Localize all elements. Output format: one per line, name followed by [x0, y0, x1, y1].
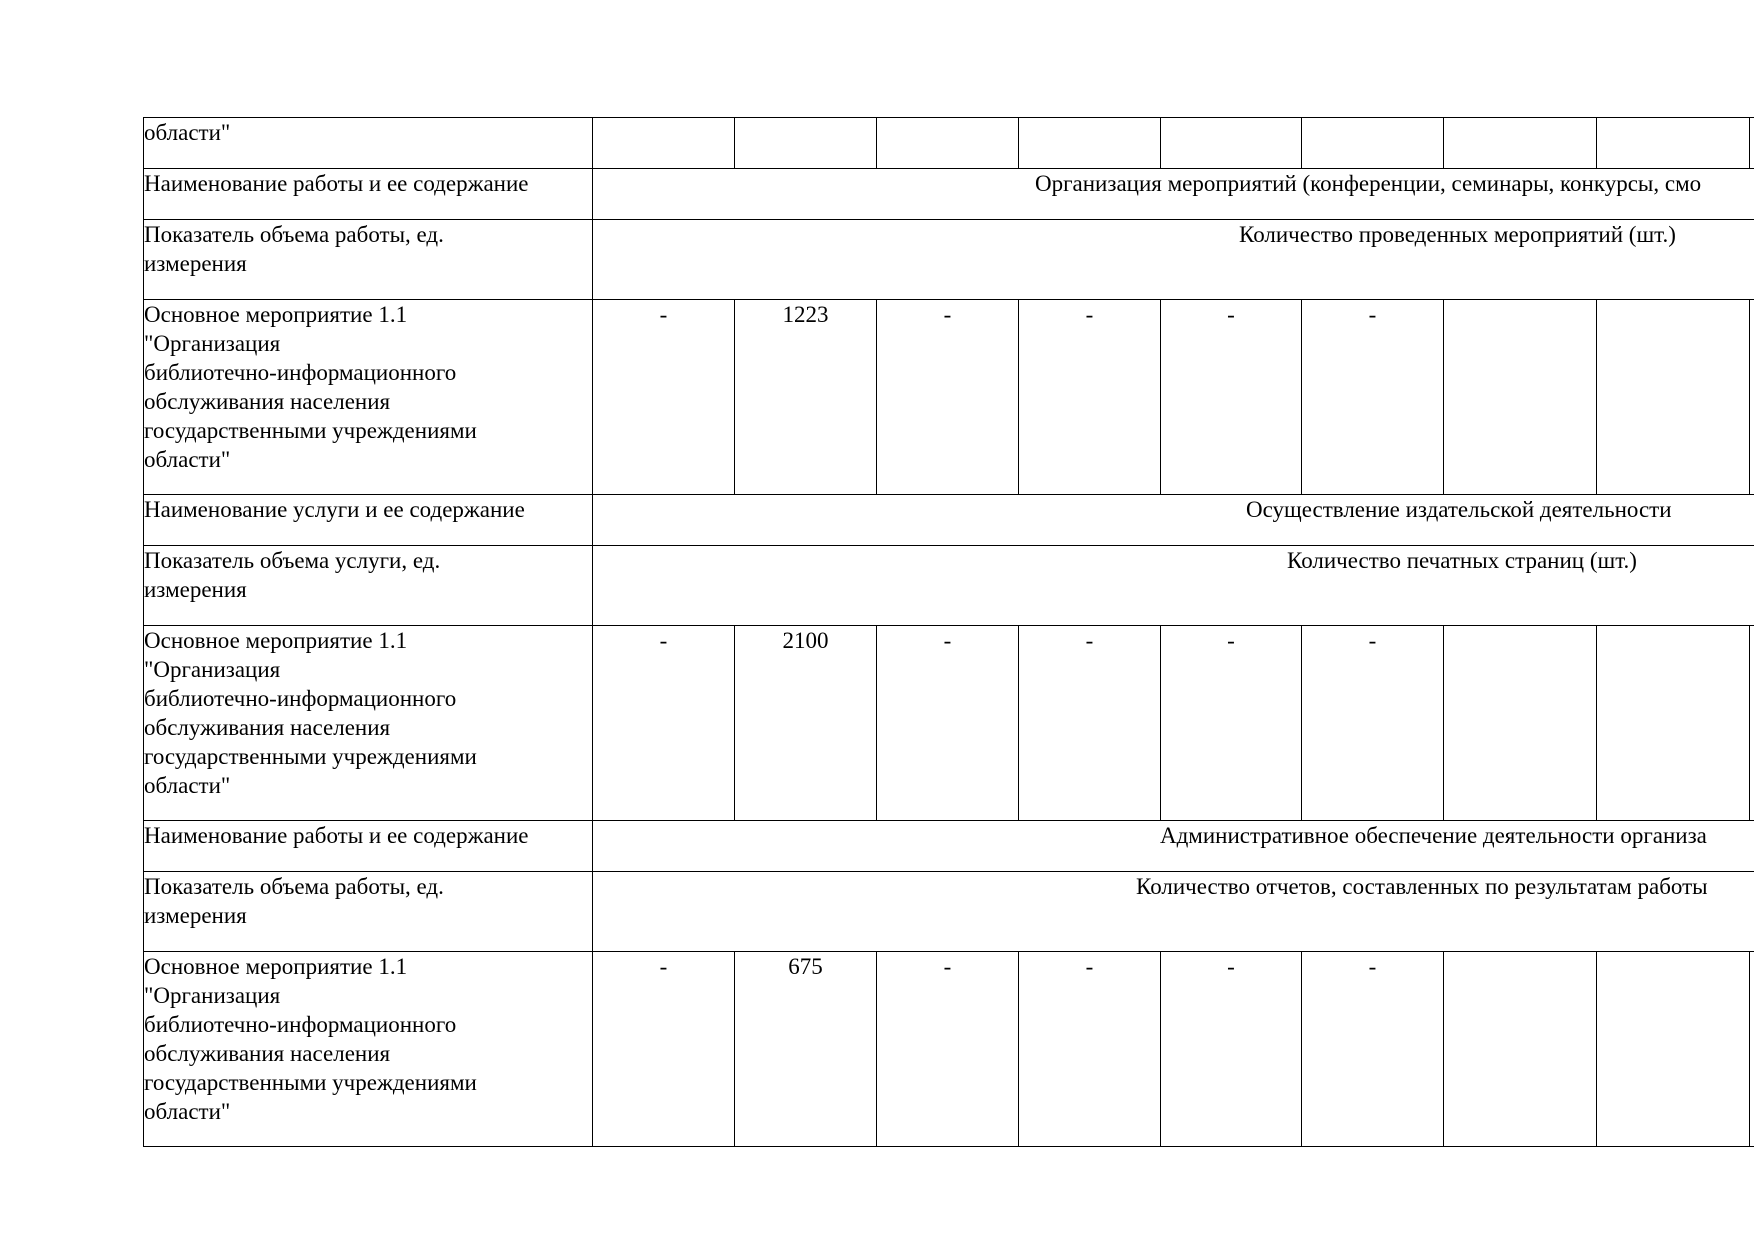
value-cell: -: [1161, 300, 1302, 495]
table-cell: [1597, 118, 1750, 169]
service-name-value: [593, 495, 1754, 546]
work-name-value: [593, 821, 1754, 872]
value-cell: -: [1019, 626, 1161, 821]
work-name-text: Организация мероприятий (конференции, семинары, конкурсы, смо: [1035, 171, 1702, 196]
value-cell: -: [1302, 626, 1444, 821]
value-cell: 675: [735, 952, 877, 1147]
work-name-value: [593, 169, 1754, 220]
value-cell: -: [593, 952, 735, 1147]
table-cell: [1161, 118, 1302, 169]
service-name-text: Осуществление издательской деятельности: [1246, 497, 1672, 522]
value-cell: [1597, 300, 1750, 495]
value-cell: [1444, 300, 1597, 495]
value-cell: -: [1161, 952, 1302, 1147]
value-cell: [1750, 300, 1754, 495]
value-cell: [1597, 626, 1750, 821]
table-row: [144, 300, 1754, 495]
indicator-label: Показатель объема услуги, ед. измерения: [144, 546, 593, 626]
value-cell: -: [593, 626, 735, 821]
value-cell: [1444, 952, 1597, 1147]
table-row: [144, 118, 1754, 169]
service-name-label: Наименование услуги и ее содержание: [144, 495, 593, 546]
value-cell: -: [877, 952, 1019, 1147]
value-cell: -: [877, 300, 1019, 495]
value-cell: -: [1019, 952, 1161, 1147]
table-row: [144, 546, 1754, 626]
value-cell: [1444, 626, 1597, 821]
work-name-label: Наименование работы и ее содержание: [144, 169, 593, 220]
indicator-label: Показатель объема работы, ед. измерения: [144, 220, 593, 300]
indicator-value: [593, 220, 1754, 300]
program-indicators-table: [143, 117, 1754, 1147]
table-cell: [1019, 118, 1161, 169]
work-name-label: Наименование работы и ее содержание: [144, 821, 593, 872]
table-row: [144, 952, 1754, 1147]
indicator-value: [593, 872, 1754, 952]
value-cell: -: [877, 626, 1019, 821]
table-row: [144, 626, 1754, 821]
indicator-value: [593, 546, 1754, 626]
value-cell: [1597, 952, 1750, 1147]
value-cell: -: [593, 300, 735, 495]
table-row: [144, 169, 1754, 220]
value-cell: [1750, 626, 1754, 821]
table-cell: [593, 118, 735, 169]
value-cell: [1750, 952, 1754, 1147]
row-label: области": [144, 118, 593, 169]
main-activity-label: Основное мероприятие 1.1 "Организация библиотечно-информационного обслуживания населения государственными учреждениями области": [144, 952, 593, 1147]
indicator-text: Количество печатных страниц (шт.): [1287, 548, 1637, 573]
main-activity-label: Основное мероприятие 1.1 "Организация библиотечно-информационного обслуживания населения государственными учреждениями области": [144, 626, 593, 821]
value-cell: 2100: [735, 626, 877, 821]
value-cell: -: [1302, 300, 1444, 495]
indicator-label: Показатель объема работы, ед. измерения: [144, 872, 593, 952]
table-cell: [1302, 118, 1444, 169]
work-name-text: Административное обеспечение деятельности организа: [1160, 823, 1707, 848]
table-cell: [1750, 118, 1754, 169]
indicator-text: Количество отчетов, составленных по результатам работы: [1136, 874, 1708, 899]
value-cell: -: [1161, 626, 1302, 821]
table-cell: [735, 118, 877, 169]
indicator-text: Количество проведенных мероприятий (шт.): [1239, 222, 1676, 247]
value-cell: -: [1302, 952, 1444, 1147]
table-row: [144, 495, 1754, 546]
main-activity-label: Основное мероприятие 1.1 "Организация библиотечно-информационного обслуживания населения государственными учреждениями области": [144, 300, 593, 495]
value-cell: 1223: [735, 300, 877, 495]
table-cell: [1444, 118, 1597, 169]
table-row: [144, 821, 1754, 872]
table-row: [144, 220, 1754, 300]
value-cell: -: [1019, 300, 1161, 495]
table-cell: [877, 118, 1019, 169]
table-row: [144, 872, 1754, 952]
